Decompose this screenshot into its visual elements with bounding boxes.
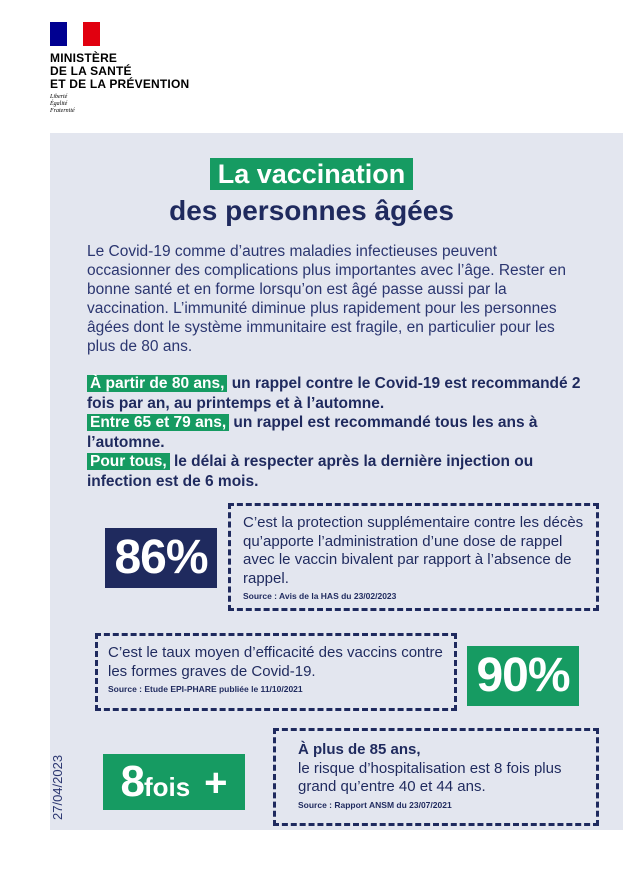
publication-date: 27/04/2023 [50,754,65,820]
plus-icon: + [204,761,228,805]
stat-90-percent: 90% [467,646,579,706]
stat-8-lead: À plus de 85 ans, [298,741,421,758]
intro-paragraph: Le Covid-19 comme d’autres maladies infectieuses peuvent occasionner des complications plus importantes avec l’âge. Rester en bonne santé et en forme lorsqu’on est âgé passe aussi par la vaccination. L’immunité diminue plus rapidement pour les personnes âgées dont le système immunitaire est fragile, en particulier pour les plus de 80 ans. [87,243,567,355]
french-flag-icon [50,22,100,46]
stat-90-description-box [95,633,457,711]
stat-86-description-box [228,503,599,611]
stat-8-source: Source : Rapport ANSM du 23/07/2021 [298,799,452,810]
recommendations [87,374,587,491]
stat-86-percent: 86% [105,528,217,588]
fact-item: Entre 65 et 79 ans, un rappel est recommandé tous les ans à l’automne. [87,414,538,451]
fact-item: Pour tous, le délai à respecter après la dernière injection ou infection est de 6 mois. [87,453,534,490]
stat-86-source: Source : Avis de la HAS du 23/02/2023 [243,591,397,601]
title-line-1: La vaccination [210,158,414,190]
republic-motto: Liberté Égalité Fraternité [50,94,75,114]
stat-8-description-box [273,728,599,826]
ministry-name: MINISTÈRE DE LA SANTÉ ET DE LA PRÉVENTION [50,51,190,91]
title-line-2: des personnes âgées [169,195,454,226]
stat-90-text: C’est le taux moyen d’efficacité des vaccins contre les formes graves de Covid-19. [108,644,443,680]
stat-8-text: le risque d’hospitalisation est 8 fois plus grand qu’entre 40 et 44 ans. [298,759,562,795]
stat-8-times: 8fois + [103,754,245,810]
fact-item: À partir de 80 ans, un rappel contre le Covid-19 est recommandé 2 fois par an, au printemps et à l’automne. [87,375,581,412]
stat-86-text: C’est la protection supplémentaire contre les décès qu’apporte l’administration d’une dose de rappel avec le vaccin bivalent par rapport à l’absence de rappel. [243,514,584,587]
ministry-logo [50,22,189,115]
stat-90-source: Source : Etude EPI-PHARE publiée le 11/10/2021 [108,684,303,694]
